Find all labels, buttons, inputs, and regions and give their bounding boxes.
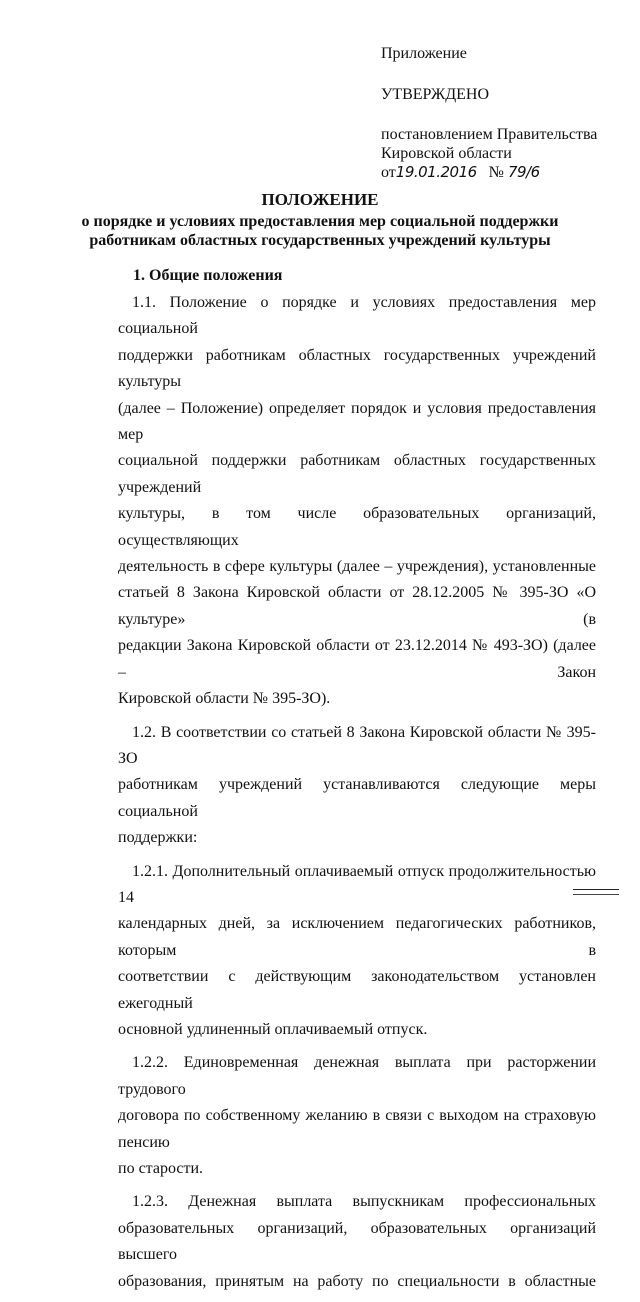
paragraph	[118, 1050, 596, 1182]
document-subtitle-line2: работникам областных государственных учреждений культуры	[89, 232, 551, 249]
paragraph-line: (далее – Положение) определяет порядок и условия предоставления мер	[118, 399, 596, 444]
date-handwritten: 19.01.2016	[395, 163, 477, 181]
document-subtitle-line1: о порядке и условиях предоставления мер социальной поддержки	[81, 213, 559, 230]
number-handwritten: 79/6	[507, 163, 540, 181]
date-prefix: от	[381, 164, 396, 181]
paragraph-line: социальной поддержки работникам областных государственных учреждений	[118, 452, 596, 496]
approved-label: УТВЕРЖДЕНО	[381, 86, 490, 103]
paragraph-line: деятельность в сфере культуры (далее – учреждения), установленные	[118, 558, 596, 576]
paragraph	[118, 720, 596, 852]
document-title: ПОЛОЖЕНИЕ	[261, 190, 379, 209]
paragraph	[118, 859, 596, 1044]
paragraph-line: соответствии с действующим законодательством установлен ежегодный	[118, 968, 596, 1012]
number-prefix: №	[488, 164, 504, 181]
annex-label: Приложение	[381, 45, 467, 62]
paragraph-line: поддержки:	[118, 829, 198, 847]
paragraph-line: редакции Закона Кировской области от 23.12.2014 № 493-ЗО) (далее – Закон	[118, 637, 596, 681]
paragraph-line: поддержки работникам областных государственных учреждений культуры	[118, 346, 596, 391]
paragraph-line: по старости.	[118, 1160, 204, 1177]
paragraph-line: основной удлиненный оплачиваемый отпуск.	[118, 1020, 428, 1038]
body-text	[118, 290, 596, 1302]
approval-stamp-block	[381, 44, 621, 182]
paragraph-line: 1.2.2. Единовременная денежная выплата при расторжении трудового	[118, 1054, 596, 1098]
paragraph-line: образования, принятым на работу по специальности в областные	[118, 1272, 596, 1290]
paragraph-line: календарных дней, за исключением педагогических работников, которым в	[118, 915, 596, 959]
paragraph-line: образовательных организаций, образовательных организаций высшего	[118, 1219, 596, 1264]
paragraph-line: 1.1. Положение о порядке и условиях предоставления мер социальной	[118, 294, 596, 338]
approved-by-line1: постановлением Правительства	[381, 126, 598, 143]
paragraph-line: 1.2.1. Дополнительный оплачиваемый отпуск продолжительностью 14	[118, 862, 596, 906]
paragraph-line: Кировской области № 395-ЗО).	[118, 690, 331, 708]
footer-line	[573, 889, 619, 890]
paragraph	[118, 290, 596, 713]
paragraph-line: культуры, в том числе образовательных организаций, осуществляющих	[118, 505, 596, 549]
paragraph-line: 1.2. В соответствии со статьей 8 Закона Кировской области № 395-ЗО	[118, 723, 596, 767]
paragraph-line: договора по собственному желанию в связи с выходом на страховую пенсию	[118, 1107, 596, 1151]
paragraph-line: работникам учреждений устанавливаются следующие меры социальной	[118, 776, 596, 820]
document-title-block	[0, 190, 640, 250]
paragraph-line: 1.2.3. Денежная выплата выпускникам профессиональных	[132, 1193, 596, 1211]
paragraph	[118, 1189, 596, 1295]
approval-date-number	[381, 163, 621, 182]
footer-line-2	[573, 894, 619, 895]
paragraph-line: статьей 8 Закона Кировской области от 28.12.2005 № 395-ЗО «О культуре» (в	[118, 584, 596, 628]
approved-by-line2: Кировской области	[381, 145, 512, 162]
section-heading: 1. Общие положения	[133, 267, 283, 284]
